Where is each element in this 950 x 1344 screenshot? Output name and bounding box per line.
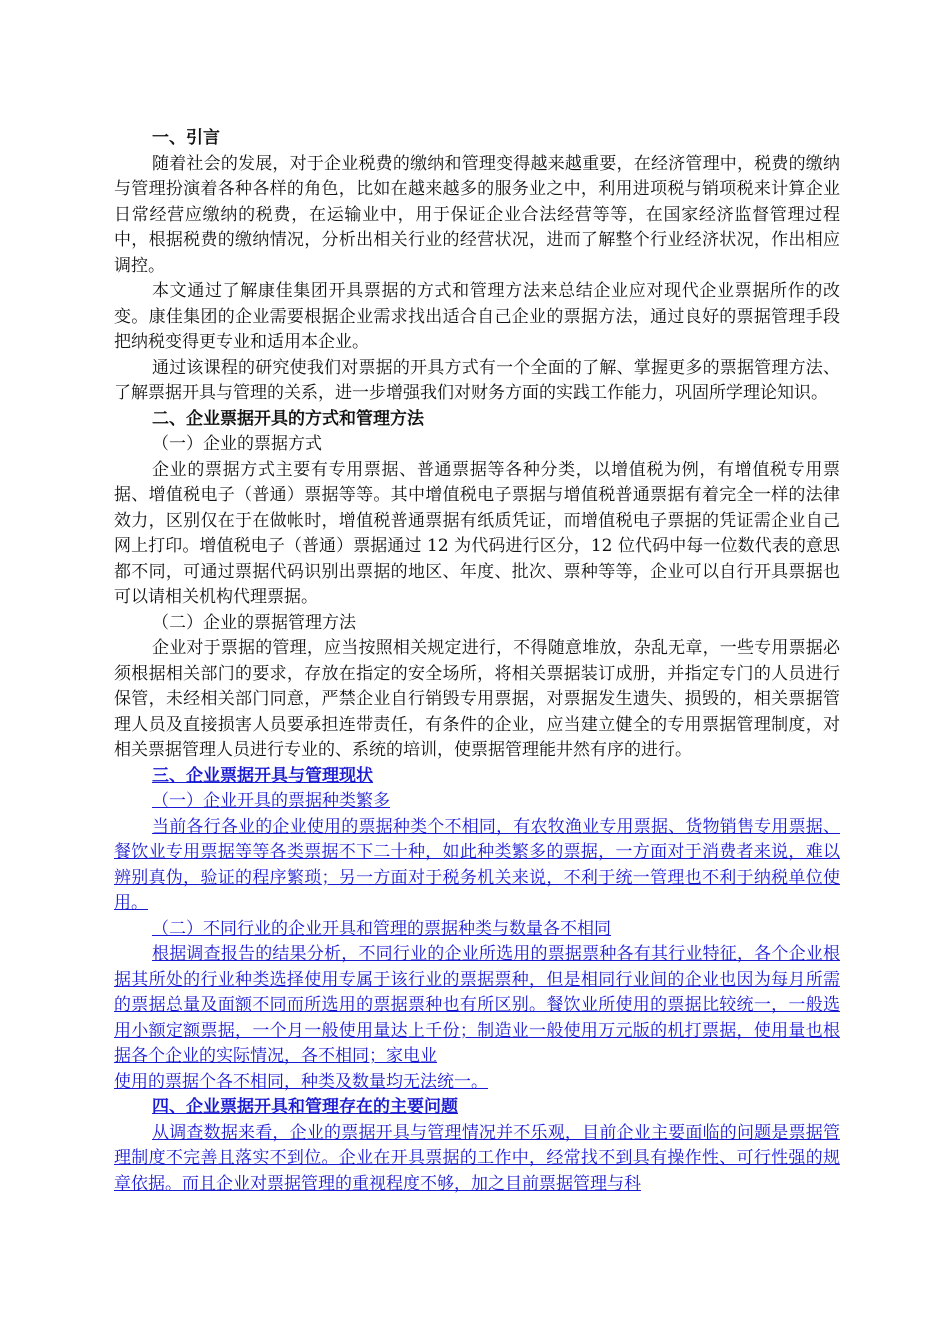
subsection-heading: （二）企业的票据管理方法 (152, 612, 356, 633)
paragraph-link[interactable]: 当前各行各业的企业使用的票据种类个不相同，有农牧渔业专用票据、货物销售专用票据、餐饮业专用票据等等各类票据不下二十种，如此种类繁多的票据，一方面对于消费者来说，难以辨别真伪，验证的程序繁琐；另一方面对于税务机关来说，不利于统一管理也不利于纳税单位使用。 (114, 816, 840, 913)
paragraph-link[interactable]: 从调查数据来看，企业的票据开具与管理情况并不乐观，目前企业主要面临的问题是票据管理制度不完善且落实不到位。企业在开具票据的工作中，经常找不到具有操作性、可行性强的规章依据。而且企业对票据管理的重视程度不够，加之目前票据管理与科 (114, 1122, 840, 1194)
paragraph-link-continued[interactable]: 使用的票据个各不相同，种类及数量均无法统一。 (114, 1071, 488, 1092)
paragraph: 随着社会的发展，对于企业税费的缴纳和管理变得越来越重要，在经济管理中，税费的缴纳与管理扮演着各种各样的角色，比如在越来越多的服务业之中，利用进项税与销项税来计算企业日常经营应缴纳的税费，在运输业中，用于保证企业合法经营等等，在国家经济监督管理过程中，根据税费的缴纳情况，分析出相关行业的经营状况，进而了解整个行业经济状况，作出相应调控。 (114, 153, 840, 276)
section-heading-status-link[interactable]: 三、企业票据开具与管理现状 (152, 765, 373, 786)
paragraph: 企业的票据方式主要有专用票据、普通票据等各种分类，以增值税为例，有增值税专用票据、增值税电子（普通）票据等等。其中增值税电子票据与增值税普通票据有着完全一样的法律效力，区别仅在于在做帐时，增值税普通票据有纸质凭证，而增值税电子票据的凭证需企业自己网上打印。增值税电子（普通）票据通过 12 为代码进行区分，12 位代码中每一位数代表的意思都不同，可通过票据代码识别出票据的地区、年度、批次、票种等等，企业可以自行开具票据也可以请相关机构代理票据。 (114, 459, 840, 607)
document-body (114, 126, 840, 1197)
subsection-link[interactable]: （一）企业开具的票据种类繁多 (152, 791, 390, 811)
section-heading-intro: 一、引言 (152, 128, 220, 148)
subsection-heading: （一）企业的票据方式 (152, 434, 322, 454)
paragraph: 通过该课程的研究使我们对票据的开具方式有一个全面的了解、掌握更多的票据管理方法、了解票据开具与管理的关系，进一步增强我们对财务方面的实践工作能力，巩固所学理论知识。 (114, 357, 840, 403)
paragraph: 企业对于票据的管理，应当按照相关规定进行，不得随意堆放，杂乱无章，一些专用票据必须根据相关部门的要求，存放在指定的安全场所，将相关票据装订成册，并指定专门的人员进行保管，未经相关部门同意，严禁企业自行销毁专用票据，对票据发生遗失、损毁的，相关票据管理人员及直接损害人员要承担连带责任，有条件的企业，应当建立健全的专用票据管理制度，对相关票据管理人员进行专业的、系统的培训，使票据管理能井然有序的进行。 (114, 638, 840, 760)
subsection-link[interactable]: （二）不同行业的企业开具和管理的票据种类与数量各不相同 (152, 918, 611, 939)
section-heading-methods: 二、企业票据开具的方式和管理方法 (152, 408, 424, 429)
paragraph: 本文通过了解康佳集团开具票据的方式和管理方法来总结企业应对现代企业票据所作的改变。康佳集团的企业需要根据企业需求找出适合自己企业的票据方法，通过良好的票据管理手段把纳税变得更专业和适用本企业。 (114, 281, 840, 352)
paragraph-link[interactable]: 根据调查报告的结果分析，不同行业的企业所选用的票据票种各有其行业特征，各个企业根据其所处的行业种类选择使用专属于该行业的票据票种，但是相同行业间的企业也因为每月所需的票据总量及面额不同而所选用的票据票种也有所区别。餐饮业所使用的票据比较统一，一般选用小额定额票据，一个月一般使用量达上千份；制造业一般使用万元版的机打票据，使用量也根据各个企业的实际情况，各不相同；家电业 (114, 944, 840, 1066)
section-heading-problems-link[interactable]: 四、企业票据开具和管理存在的主要问题 (152, 1097, 458, 1117)
